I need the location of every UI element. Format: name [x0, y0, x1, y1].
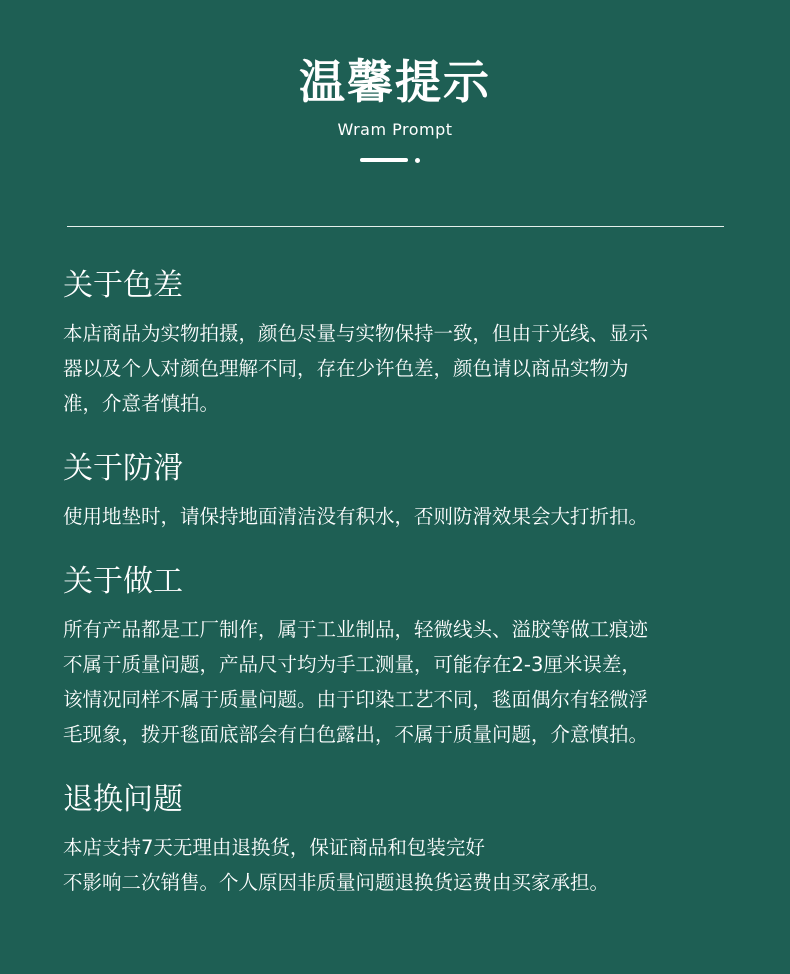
decoration-dot [415, 158, 420, 163]
body-line: 所有产品都是工厂制作，属于工业制品，轻微线头、溢胶等做工痕迹 [63, 618, 649, 641]
section-body [63, 499, 728, 534]
body-line: 本店商品为实物拍摄，颜色尽量与实物保持一致，但由于光线、显示 [63, 322, 649, 345]
section-body [63, 612, 728, 752]
section-title: 退换问题 [63, 782, 183, 817]
body-line: 不影响二次销售。个人原因非质量问题退换货运费由买家承担。 [63, 871, 610, 894]
section-title: 关于防滑 [63, 451, 183, 486]
title-decoration [360, 158, 430, 164]
section-title: 关于色差 [63, 268, 183, 303]
page-title: 温馨提示 [299, 55, 491, 109]
section-body [63, 830, 728, 900]
section-anti-slip [63, 445, 728, 534]
body-line: 毛现象，拨开毯面底部会有白色露出，不属于质量问题，介意慎拍。 [63, 723, 649, 746]
body-line: 该情况同样不属于质量问题。由于印染工艺不同，毯面偶尔有轻微浮 [63, 688, 649, 711]
body-line: 本店支持7天无理由退换货，保证商品和包装完好 [63, 836, 485, 859]
page-subtitle: Wram Prompt [337, 120, 453, 139]
body-line: 准，介意者慎拍。 [63, 392, 220, 415]
header [0, 52, 790, 164]
section-workmanship [63, 558, 728, 752]
section-title: 关于做工 [63, 564, 183, 599]
section-color-difference [63, 262, 728, 421]
body-line: 器以及个人对颜色理解不同，存在少许色差，颜色请以商品实物为 [63, 357, 629, 380]
section-body [63, 316, 728, 421]
header-divider [67, 226, 724, 227]
body-line: 使用地垫时，请保持地面清洁没有积水，否则防滑效果会大打折扣。 [63, 505, 649, 528]
decoration-bar [360, 158, 408, 162]
notice-content [63, 262, 728, 924]
section-returns [63, 776, 728, 900]
body-line: 不属于质量问题，产品尺寸均为手工测量，可能存在2-3厘米误差， [63, 653, 641, 676]
